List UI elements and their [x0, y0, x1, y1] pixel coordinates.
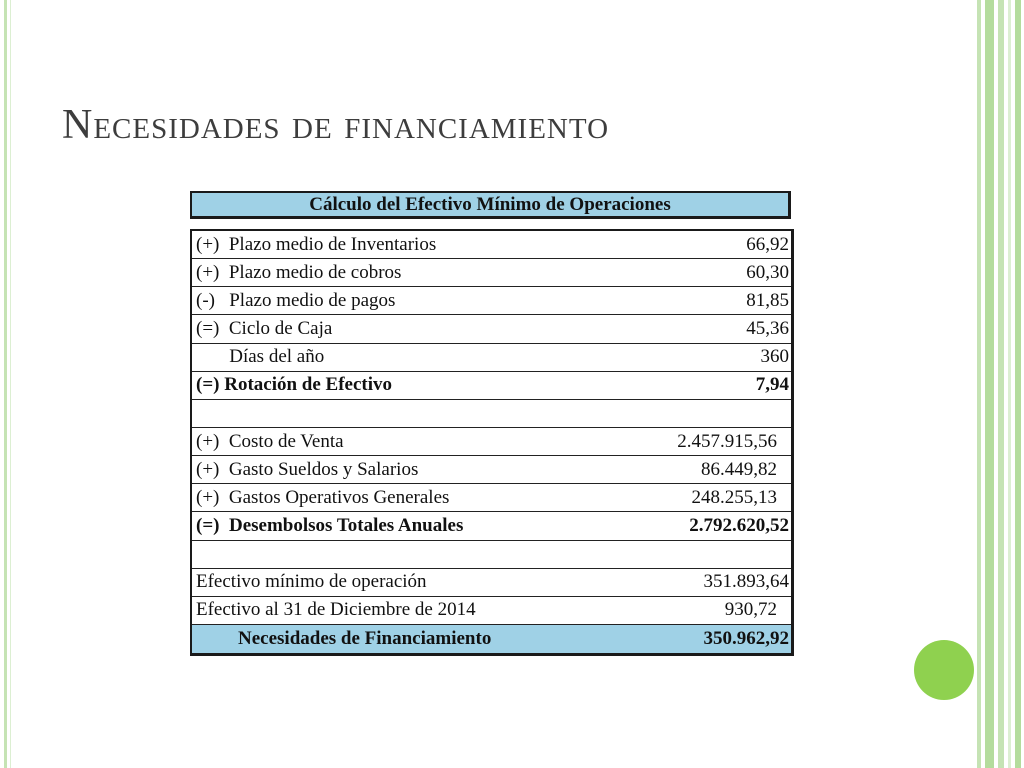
table-row: [192, 287, 791, 315]
row-value: 930,72: [724, 599, 777, 621]
table-row-spacer: [192, 400, 791, 428]
row-label: Días del año: [196, 346, 325, 368]
table-row: [192, 344, 791, 372]
row-value: 45,36: [746, 317, 789, 339]
frame-line-right-4: [1008, 0, 1011, 768]
table-row: [192, 597, 791, 625]
row-value: 360: [760, 346, 789, 368]
table-header: Cálculo del Efectivo Mínimo de Operaciones: [190, 191, 791, 219]
row-label: Efectivo mínimo de operación: [196, 571, 427, 593]
row-label: (-) Plazo medio de pagos: [196, 289, 396, 311]
table-row: [192, 569, 791, 597]
table-row-total: [192, 512, 791, 540]
slide-title: Necesidades de financiamiento: [62, 102, 610, 148]
row-value: 351.893,64: [703, 571, 789, 593]
decorative-green-circle: [914, 640, 974, 700]
table-row-result: [192, 625, 791, 653]
financing-table: [190, 229, 794, 656]
table-row: [192, 315, 791, 343]
table-row: [192, 484, 791, 512]
table-row: [192, 259, 791, 287]
table-row-total: [192, 372, 791, 400]
row-label: (+) Plazo medio de cobros: [196, 261, 402, 283]
row-label: Efectivo al 31 de Diciembre de 2014: [196, 599, 476, 621]
row-value: 2.457.915,56: [677, 430, 777, 452]
row-label: (+) Costo de Venta: [196, 430, 344, 452]
row-value: 248.255,13: [691, 486, 777, 508]
frame-line-right-2: [985, 0, 994, 768]
row-label: Necesidades de Financiamiento: [238, 628, 492, 650]
row-value: 7,94: [755, 374, 789, 396]
frame-line-left-thin: [10, 0, 11, 768]
row-label: (=) Ciclo de Caja: [196, 317, 333, 339]
row-label: (+) Plazo medio de Inventarios: [196, 233, 437, 255]
frame-line-left: [4, 0, 7, 768]
row-label: (+) Gasto Sueldos y Salarios: [196, 458, 419, 480]
row-value: 60,30: [746, 261, 789, 283]
row-value: 350.962,92: [703, 628, 789, 650]
frame-line-right-3: [998, 0, 1004, 768]
table-row: [192, 231, 791, 259]
row-value: 86.449,82: [701, 458, 777, 480]
row-value: 81,85: [746, 289, 789, 311]
row-label: (=) Desembolsos Totales Anuales: [196, 514, 464, 536]
row-value: 2.792.620,52: [689, 514, 789, 536]
table-row-spacer: [192, 541, 791, 569]
row-value: 66,92: [746, 233, 789, 255]
row-label: (=) Rotación de Efectivo: [196, 374, 393, 396]
row-label: (+) Gastos Operativos Generales: [196, 486, 450, 508]
table-row: [192, 428, 791, 456]
table-row: [192, 456, 791, 484]
frame-line-right-5: [1015, 0, 1021, 768]
frame-line-right-1: [977, 0, 981, 768]
